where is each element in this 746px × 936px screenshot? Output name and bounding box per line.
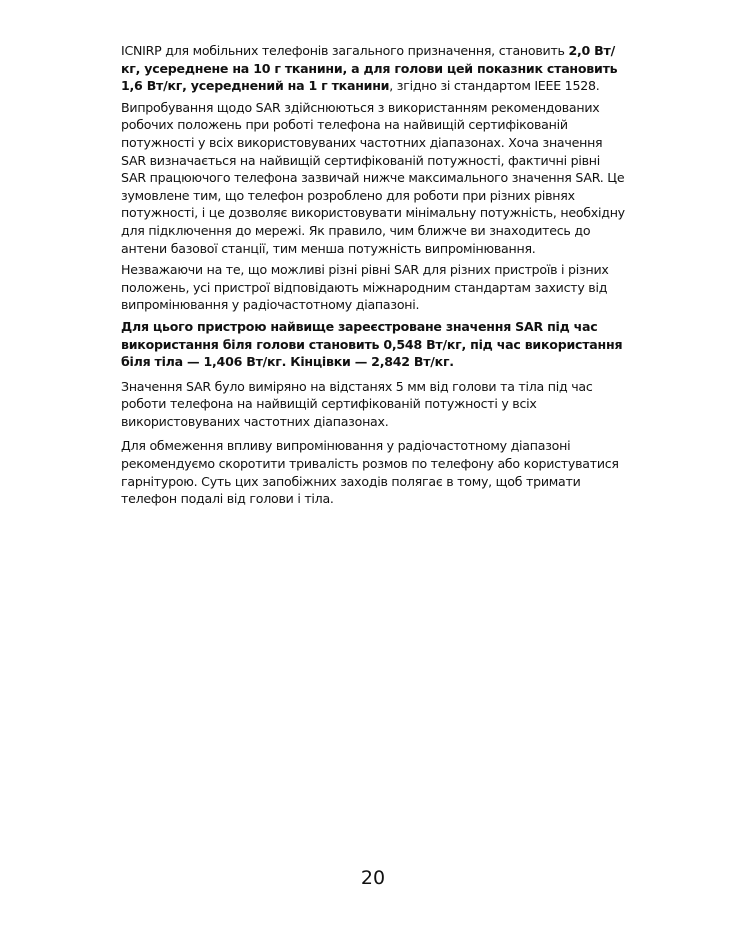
paragraph-exposure-advice: Для обмеження впливу випромінювання у радіочастотному діапазоні рекомендуємо скоротити тривалість розмов по телефону або користуватися гарнітурою. Суть цих запобіжних заходів полягає в тому, щоб тримати телефон подалі від голови і тіла. (121, 438, 619, 507)
ieee-standard-text: , згідно зі стандартом IEEE 1528. (389, 78, 600, 94)
paragraph-measurement-distance: Значення SAR було виміряно на відстанях 5 мм від голови та тіла під час роботи телефона на найвищій сертифікованій потужності у всіх використовуваних частотних діапазонах. (121, 378, 593, 429)
paragraph-icnirp-limits (121, 42, 627, 95)
page-number: 20 (360, 867, 386, 889)
body-text (121, 42, 627, 512)
paragraph-international-standards: Незважаючи на те, що можливі різні рівні SAR для різних пристроїв і різних положень, усі пристрої відповідають міжнародним стандартам захисту від випромінювання у радіочастотному діапазоні. (121, 262, 609, 313)
icnirp-intro-text: ICNIRP для мобільних телефонів загального призначення, становить (121, 43, 569, 58)
paragraph-device-sar-values: Для цього пристрою найвище зареєстроване значення SAR під час використання біля голови становить 0,548 Вт/кг, під час використання біля тіла — 1,406 Вт/кг. Кінцівки — 2,842 Вт/кг. (121, 318, 623, 370)
sar-limit-values: 2,0 Вт/кг, усереднене на 10 г тканини, а для голови цей показник становить 1,6 Вт/кг, усереднений на 1 г тканини (121, 43, 618, 94)
paragraph-sar-testing: Випробування щодо SAR здійснюються з використанням рекомендованих робочих положень при роботі телефона на найвищій сертифікованій потужності у всіх використовуваних частотних діапазонах. Хоча значення SAR визначається на найвищій сертифікованій потужності, фактичні рівні SAR працюючого телефона зазвичай нижче максимального значення SAR. Це зумовлене тим, що телефон розроблено для роботи при різних рівнях потужності, і це дозволяє використовувати мінімальну потужність, необхідну для підключення до мережі. Як правило, чим ближче ви знаходитесь до антени базової станції, тим менша потужність випромінювання. (121, 99, 625, 256)
